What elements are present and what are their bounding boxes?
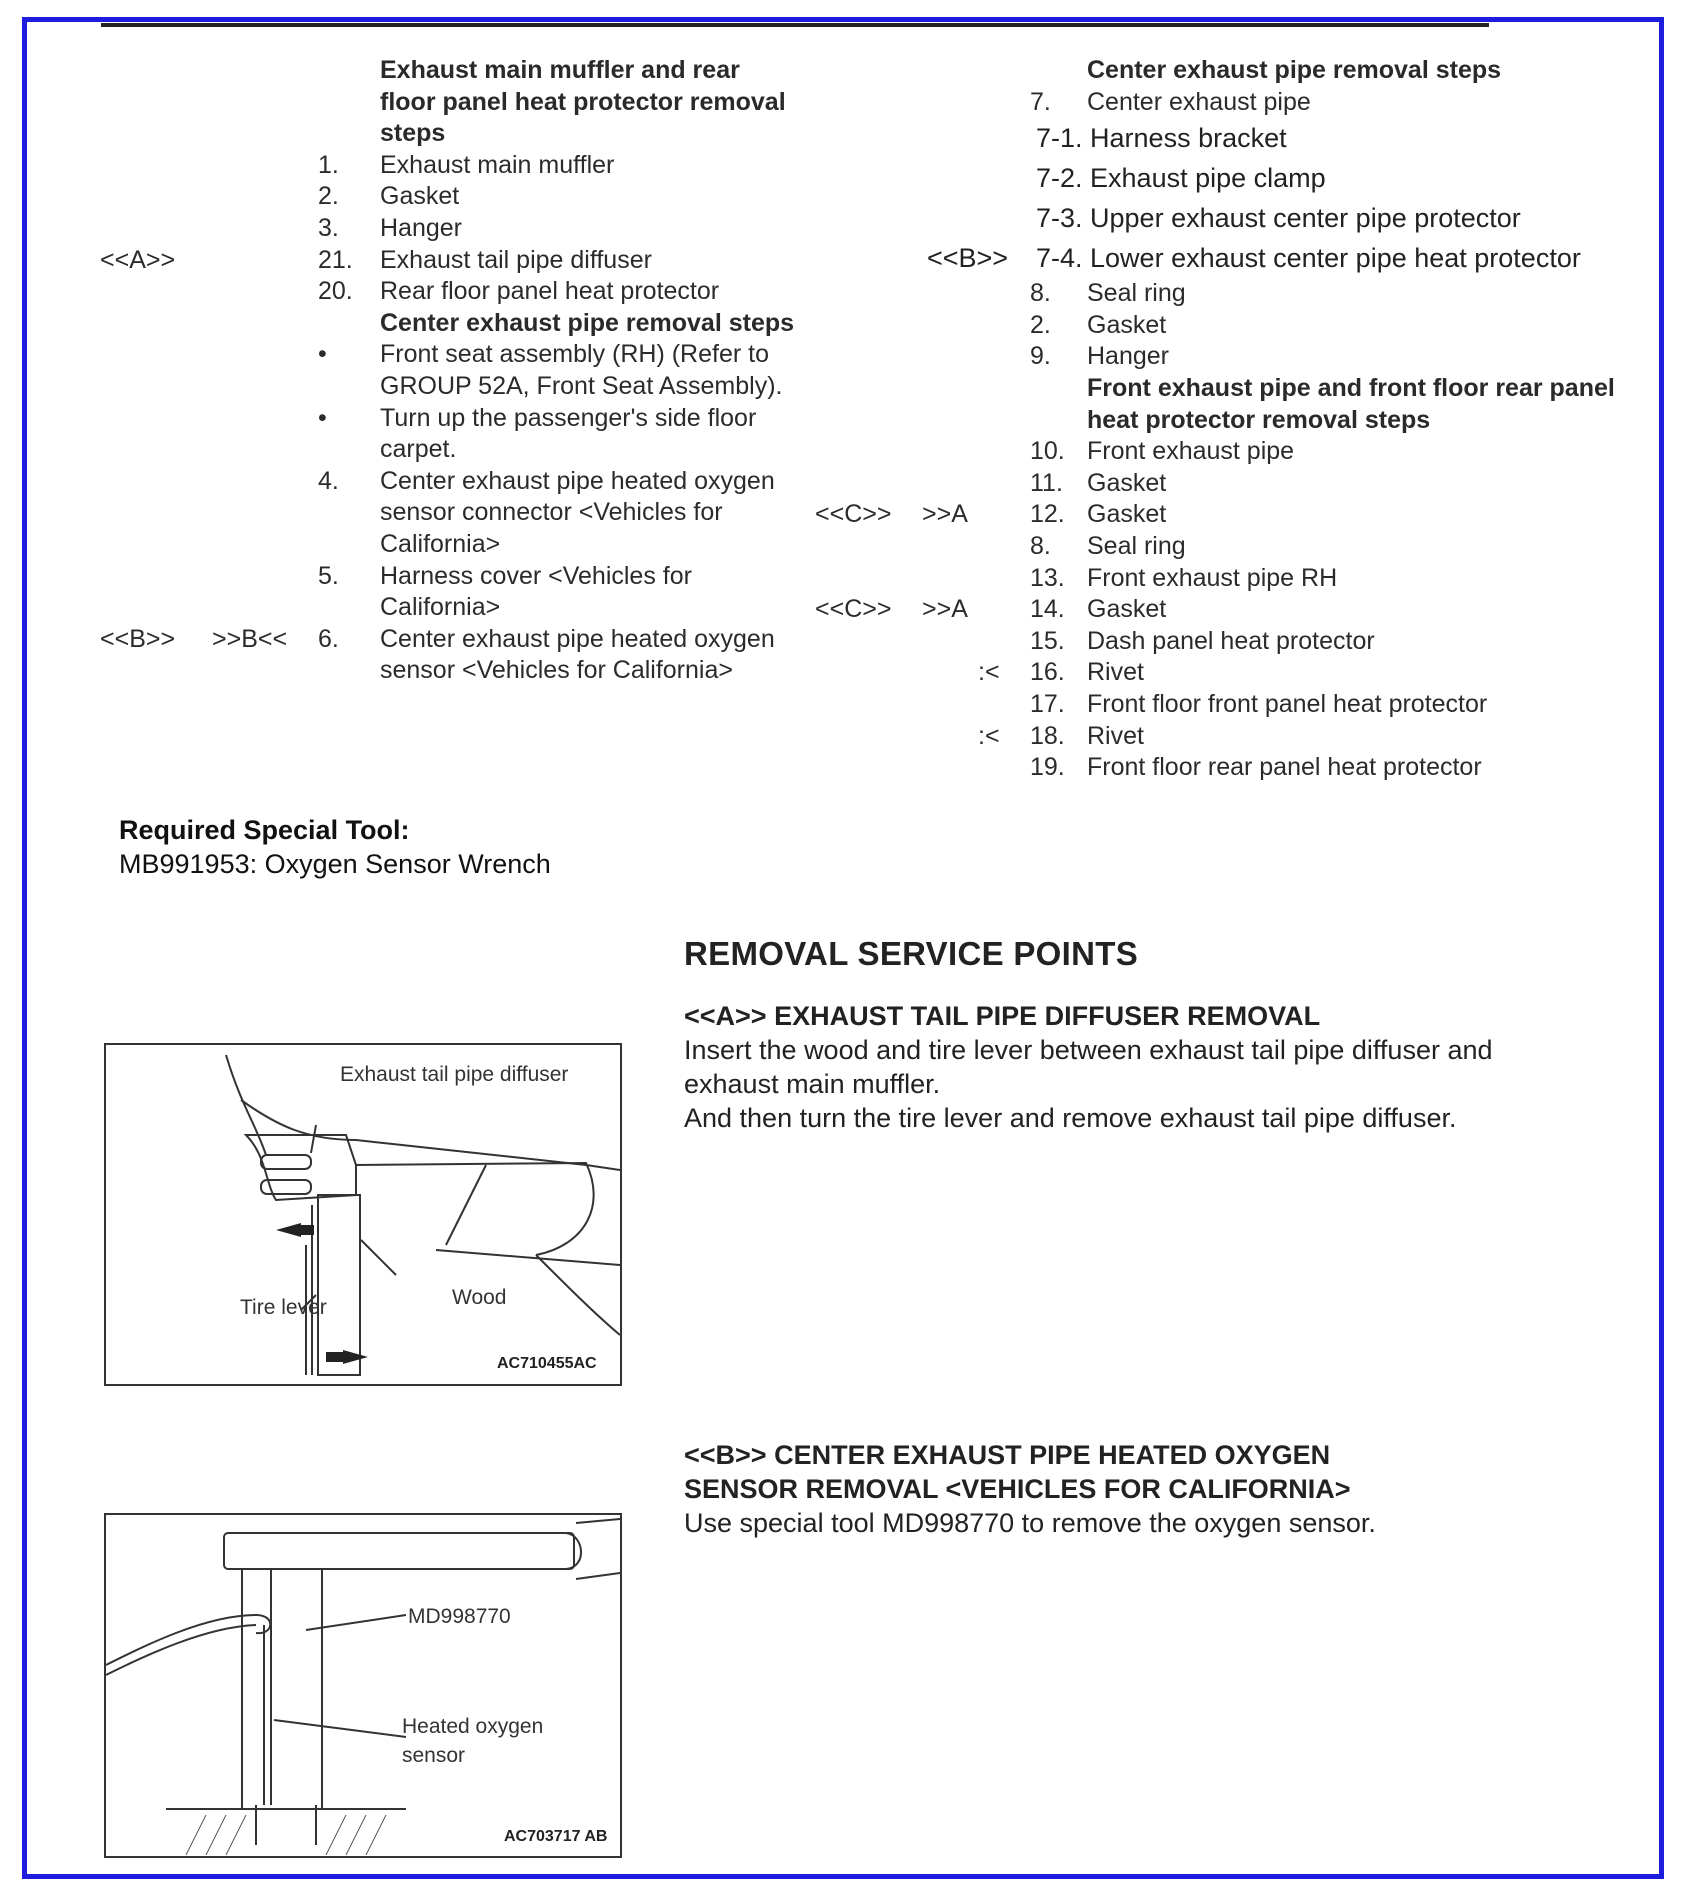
step-item [815,594,1655,626]
label-md998770: MD998770 [408,1605,511,1628]
step-number: 17. [1030,689,1065,718]
step-number: 14. [1030,595,1065,624]
step-item [815,278,1655,310]
step-text: Dash panel heat protector [1087,626,1375,655]
required-tool-item: MB991953: Oxygen Sensor Wrench [119,849,551,879]
section-heading [815,55,1655,87]
step-number: 7. [1030,87,1051,116]
step-text: Exhaust main muffler [380,150,615,179]
step-text: Front seat assembly (RH) (Refer to GROUP 52A, Front Seat Assembly). [380,340,783,400]
step-number: 20. [318,277,353,306]
service-b-paragraph: Use special tool MD998770 to remove the oxygen sensor. [684,1508,1376,1538]
step-number: 5. [318,561,339,590]
step-text: Gasket [1087,500,1167,529]
step-text: 7-1. Harness bracket [1036,123,1287,154]
step-number: • [318,403,327,432]
step-text: Center exhaust pipe heated oxygen sensor connector <Vehicles for California> [380,466,775,558]
service-a-paragraph-2: And then turn the tire lever and remove exhaust tail pipe diffuser. [684,1103,1457,1133]
service-title: REMOVAL SERVICE POINTS [684,935,1139,972]
step-item [100,181,800,213]
step-text: Hanger [1087,342,1169,371]
step-mark: <<B>> [100,624,176,653]
step-item [815,238,1655,278]
step-item [815,721,1655,753]
figure-code: AC710455AC [497,1355,597,1372]
step-item [815,657,1655,689]
step-text: Gasket [1087,468,1167,497]
step-number: 15. [1030,626,1065,655]
right-step-list [815,55,1655,784]
step-text: Front exhaust pipe RH [1087,563,1338,592]
step-number: 3. [318,213,339,242]
step-text: Rear floor panel heat protector [380,277,720,306]
step-text: Seal ring [1087,531,1186,560]
step-number: 6. [318,624,339,653]
step-number: 13. [1030,563,1065,592]
step-text: 7-3. Upper exhaust center pipe protector [1036,203,1521,234]
label-exhaust-tail-pipe-diffuser: Exhaust tail pipe diffuser [340,1063,569,1086]
step-number: 4. [318,466,339,495]
step-number: 8. [1030,531,1051,560]
step-number: 2. [318,182,339,211]
step-number: 16. [1030,658,1065,687]
step-text: Harness cover <Vehicles for California> [380,561,692,622]
section-heading [815,373,1655,436]
step-text: Turn up the passenger's side floor carpet. [380,403,757,464]
step-number: 21. [318,245,353,274]
service-a-paragraph-1: Insert the wood and tire lever between exhaust tail pipe diffuser and exhaust main muffler. [684,1035,1493,1099]
step-item [815,689,1655,721]
step-item [815,531,1655,563]
figure-tail-pipe-diffuser [104,1043,622,1386]
step-number: 9. [1030,342,1051,371]
step-item [100,150,800,182]
step-number: • [318,340,327,369]
section-heading [100,55,800,150]
step-item [815,626,1655,658]
step-mark: :< [978,721,1000,750]
step-number: 18. [1030,721,1065,750]
step-text: 7-2. Exhaust pipe clamp [1036,163,1326,194]
step-item [815,310,1655,342]
step-text: Front exhaust pipe and front floor rear panel heat protector removal steps [1087,373,1615,434]
step-text: Gasket [1087,595,1167,624]
section-heading [100,308,800,340]
step-number: 1. [318,150,339,179]
step-number: 12. [1030,500,1065,529]
step-item [100,403,800,466]
step-item [100,624,800,687]
step-mark: <<B>> [927,243,1009,274]
step-item [815,118,1655,158]
removal-service-points [684,935,1584,1135]
step-text: Center exhaust pipe removal steps [1087,56,1502,84]
step-text: Exhaust tail pipe diffuser [380,245,652,274]
oxygen-sensor-illustration [106,1515,620,1856]
step-item [815,87,1655,119]
top-rule [101,23,1489,27]
label-wood: Wood [452,1286,507,1309]
step-text: Exhaust main muffler and rear floor panel heat protector removal steps [380,56,786,148]
step-item [815,436,1655,468]
step-text: Front floor front panel heat protector [1087,689,1488,718]
step-number: 8. [1030,279,1051,308]
step-item [815,158,1655,198]
step-item [100,245,800,277]
step-mark: <<C>> [815,595,892,624]
step-number: 10. [1030,437,1065,466]
service-a-heading: <<A>> EXHAUST TAIL PIPE DIFFUSER REMOVAL [684,1001,1321,1031]
label-sensor: sensor [402,1744,466,1767]
step-item [815,563,1655,595]
step-item [100,276,800,308]
figure-code: AC703717 AB [504,1828,608,1845]
step-text: Center exhaust pipe [1087,87,1311,116]
step-text: Hanger [380,213,462,242]
required-tool-heading: Required Special Tool: [119,815,410,845]
diffuser-illustration [106,1045,620,1384]
step-text: Center exhaust pipe heated oxygen sensor <Vehicles for California> [380,624,775,685]
step-text: Gasket [380,182,460,211]
step-mark: <<A>> [100,245,176,274]
step-text: Front exhaust pipe [1087,437,1295,466]
step-mark: <<C>> [815,500,892,529]
step-item [815,752,1655,784]
step-text: Gasket [1087,310,1167,339]
step-mark: >>A [922,500,968,529]
step-text: Center exhaust pipe removal steps [380,308,795,337]
step-item [100,561,800,624]
step-text: Rivet [1087,721,1144,750]
label-heated-oxygen: Heated oxygen [402,1715,544,1738]
step-item [815,499,1655,531]
figure-oxygen-sensor-tool [104,1513,622,1858]
step-text: Front floor rear panel heat protector [1087,753,1482,782]
left-step-list [100,55,800,687]
step-item [100,466,800,561]
label-tire-lever: Tire lever [240,1296,327,1319]
step-mark: >>B<< [212,624,288,653]
step-item [815,468,1655,500]
step-number: 19. [1030,753,1065,782]
step-number: 2. [1030,310,1051,339]
step-mark: >>A [922,595,968,624]
service-b-section [684,1438,1584,1540]
required-special-tool [119,813,551,881]
step-text: Rivet [1087,658,1144,687]
step-item [100,339,800,402]
step-text: Seal ring [1087,279,1186,308]
step-text: 7-4. Lower exhaust center pipe heat protector [1036,243,1581,274]
step-mark: :< [978,658,1000,687]
service-b-heading-line-1: <<B>> CENTER EXHAUST PIPE HEATED OXYGEN [684,1440,1331,1470]
service-b-heading-line-2: SENSOR REMOVAL <VEHICLES FOR CALIFORNIA> [684,1474,1351,1504]
step-item [815,198,1655,238]
step-number: 11. [1030,468,1063,497]
step-item [100,213,800,245]
step-item [815,341,1655,373]
